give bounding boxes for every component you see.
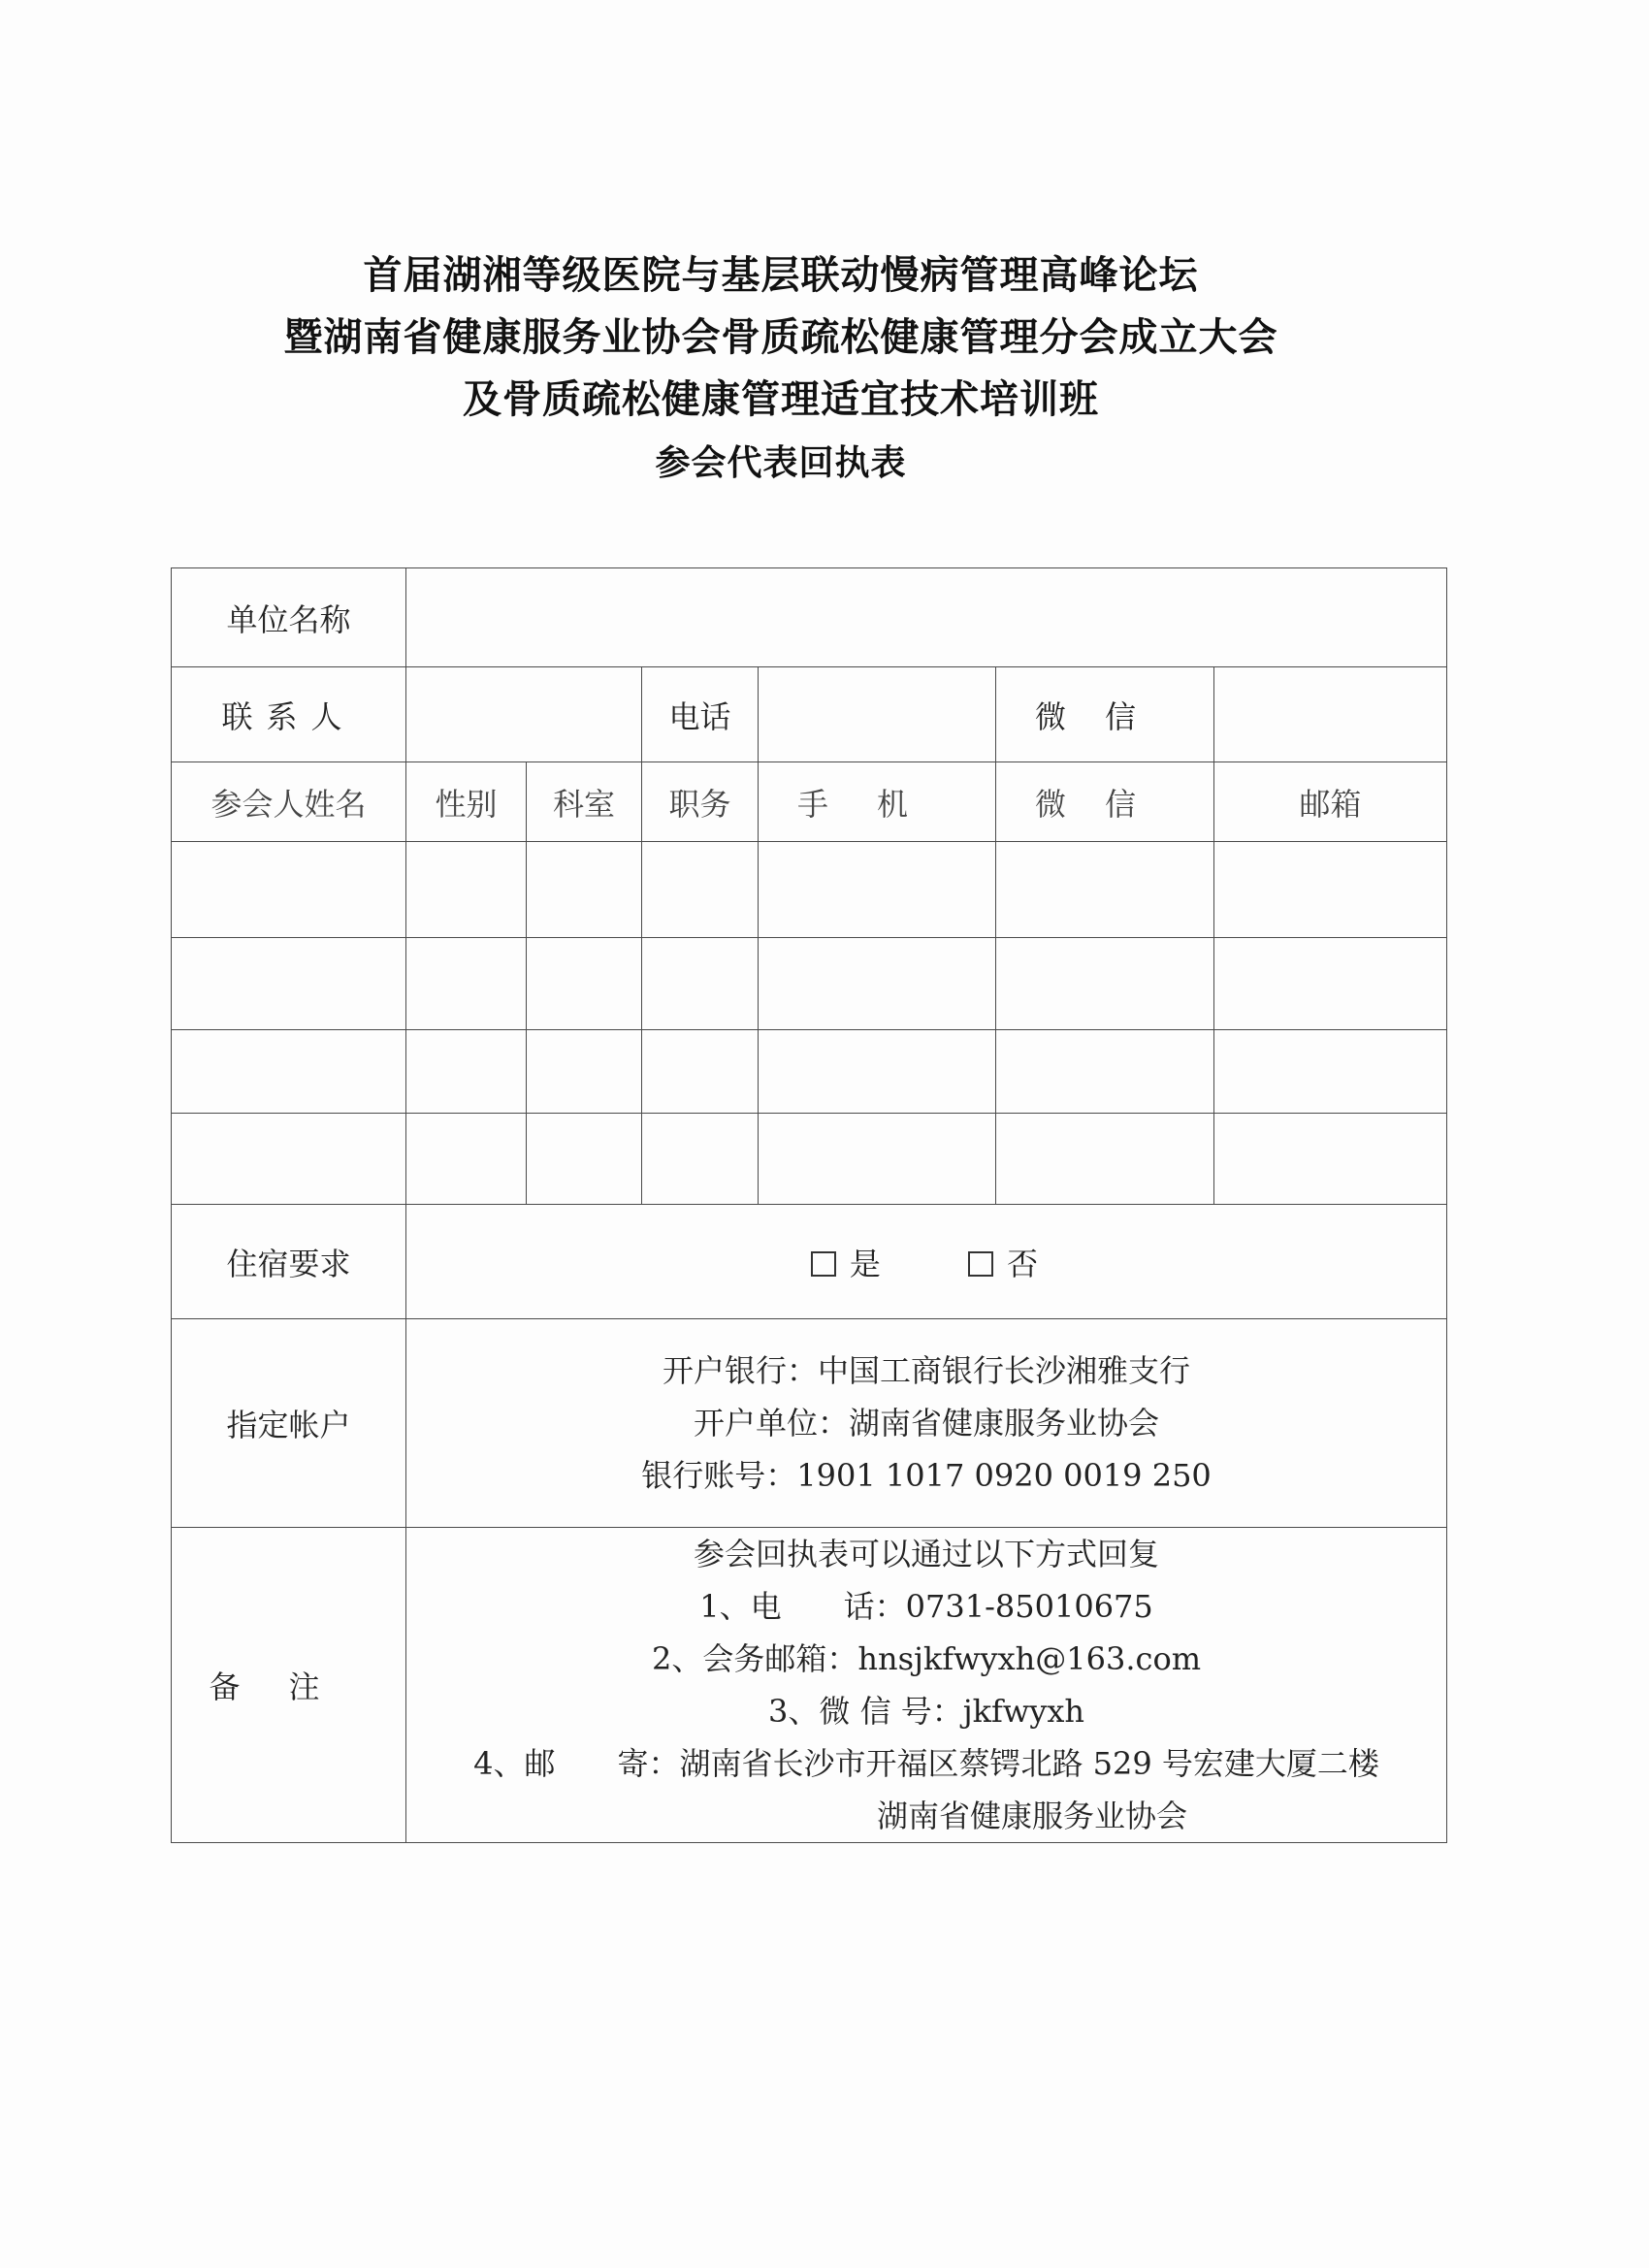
remarks-row <box>172 1528 1447 1843</box>
column-header-mobile: 手机 <box>759 762 996 842</box>
attendee-email-cell[interactable] <box>1214 1030 1447 1114</box>
attendee-row <box>172 1114 1447 1205</box>
no-label: 否 <box>1007 1245 1043 1282</box>
attendee-name-cell[interactable] <box>172 1114 406 1205</box>
remarks-phone: 1、电 话：0731-85010675 <box>699 1588 1153 1625</box>
remarks-email: 2、会务邮箱：hnsjkfwyxh@163.com <box>651 1640 1202 1677</box>
attendee-gender-cell[interactable] <box>406 938 527 1030</box>
attendee-wechat-cell[interactable] <box>996 1030 1214 1114</box>
remarks-details <box>406 1528 1447 1843</box>
attendee-name-cell[interactable] <box>172 1030 406 1114</box>
accommodation-no-option[interactable] <box>968 1240 1042 1284</box>
account-holder: 开户单位：湖南省健康服务业协会 <box>694 1405 1160 1442</box>
attendee-row <box>172 1030 1447 1114</box>
attendee-row <box>172 842 1447 938</box>
attendee-position-cell[interactable] <box>642 842 759 938</box>
column-header-email: 邮箱 <box>1214 762 1447 842</box>
attendee-header-row <box>172 762 1447 842</box>
phone-field[interactable] <box>759 667 996 762</box>
attendee-mobile-cell[interactable] <box>759 1114 996 1205</box>
no-checkbox[interactable] <box>968 1251 993 1277</box>
contact-label: 联系人 <box>172 667 406 762</box>
accommodation-label: 住宿要求 <box>172 1205 406 1319</box>
attendee-email-cell[interactable] <box>1214 938 1447 1030</box>
accommodation-row <box>172 1205 1447 1319</box>
attendee-position-cell[interactable] <box>642 938 759 1030</box>
account-details <box>406 1319 1447 1528</box>
account-bank: 开户银行：中国工商银行长沙湘雅支行 <box>663 1352 1191 1389</box>
title-line-4: 参会代表回执表 <box>655 443 907 483</box>
attendee-department-cell[interactable] <box>527 938 642 1030</box>
column-header-name: 参会人姓名 <box>172 762 406 842</box>
attendee-gender-cell[interactable] <box>406 1030 527 1114</box>
account-row <box>172 1319 1447 1528</box>
attendee-mobile-cell[interactable] <box>759 1030 996 1114</box>
title-line-3: 及骨质疏松健康管理适宜技术培训班 <box>463 377 1099 422</box>
remarks-intro: 参会回执表可以通过以下方式回复 <box>694 1536 1160 1572</box>
attendee-name-cell[interactable] <box>172 842 406 938</box>
attendee-email-cell[interactable] <box>1214 842 1447 938</box>
wechat-field[interactable] <box>1214 667 1447 762</box>
yes-label: 是 <box>849 1245 885 1282</box>
attendee-row <box>172 938 1447 1030</box>
remarks-label: 备注 <box>172 1528 406 1843</box>
title-line-2: 暨湖南省健康服务业协会骨质疏松健康管理分会成立大会 <box>283 315 1278 360</box>
contact-row <box>172 667 1447 762</box>
column-header-gender: 性别 <box>406 762 527 842</box>
attendee-gender-cell[interactable] <box>406 1114 527 1205</box>
unit-name-field[interactable] <box>406 568 1447 667</box>
attendee-position-cell[interactable] <box>642 1114 759 1205</box>
attendee-mobile-cell[interactable] <box>759 842 996 938</box>
attendee-department-cell[interactable] <box>527 1030 642 1114</box>
accommodation-yes-option[interactable] <box>811 1240 885 1284</box>
attendee-gender-cell[interactable] <box>406 842 527 938</box>
attendee-wechat-cell[interactable] <box>996 938 1214 1030</box>
attendee-department-cell[interactable] <box>527 1114 642 1205</box>
attendee-wechat-cell[interactable] <box>996 842 1214 938</box>
attendee-email-cell[interactable] <box>1214 1114 1447 1205</box>
phone-label: 电话 <box>642 667 759 762</box>
remarks-wechat: 3、微 信 号：jkfwyxh <box>768 1693 1085 1730</box>
title-line-1: 首届湖湘等级医院与基层联动慢病管理高峰论坛 <box>363 253 1199 298</box>
attendee-wechat-cell[interactable] <box>996 1114 1214 1205</box>
wechat-label: 微信 <box>996 667 1214 762</box>
attendee-mobile-cell[interactable] <box>759 938 996 1030</box>
attendee-department-cell[interactable] <box>527 842 642 938</box>
attendee-position-cell[interactable] <box>642 1030 759 1114</box>
column-header-wechat: 微信 <box>996 762 1214 842</box>
contact-field[interactable] <box>406 667 642 762</box>
column-header-position: 职务 <box>642 762 759 842</box>
unit-name-row <box>172 568 1447 667</box>
yes-checkbox[interactable] <box>811 1251 836 1277</box>
unit-name-label: 单位名称 <box>172 568 406 667</box>
column-header-department: 科室 <box>527 762 642 842</box>
remarks-mail-address: 4、邮 寄：湖南省长沙市开福区蔡锷北路 529 号宏建大厦二楼 <box>473 1745 1379 1782</box>
account-label: 指定帐户 <box>172 1319 406 1528</box>
registration-form-table <box>171 567 1447 1843</box>
accommodation-options <box>406 1205 1447 1319</box>
account-number: 银行账号：1901 1017 0920 0019 250 <box>641 1457 1212 1494</box>
document-title <box>0 244 1562 495</box>
remarks-mail-recipient: 湖南省健康服务业协会 <box>877 1798 1188 1834</box>
attendee-name-cell[interactable] <box>172 938 406 1030</box>
